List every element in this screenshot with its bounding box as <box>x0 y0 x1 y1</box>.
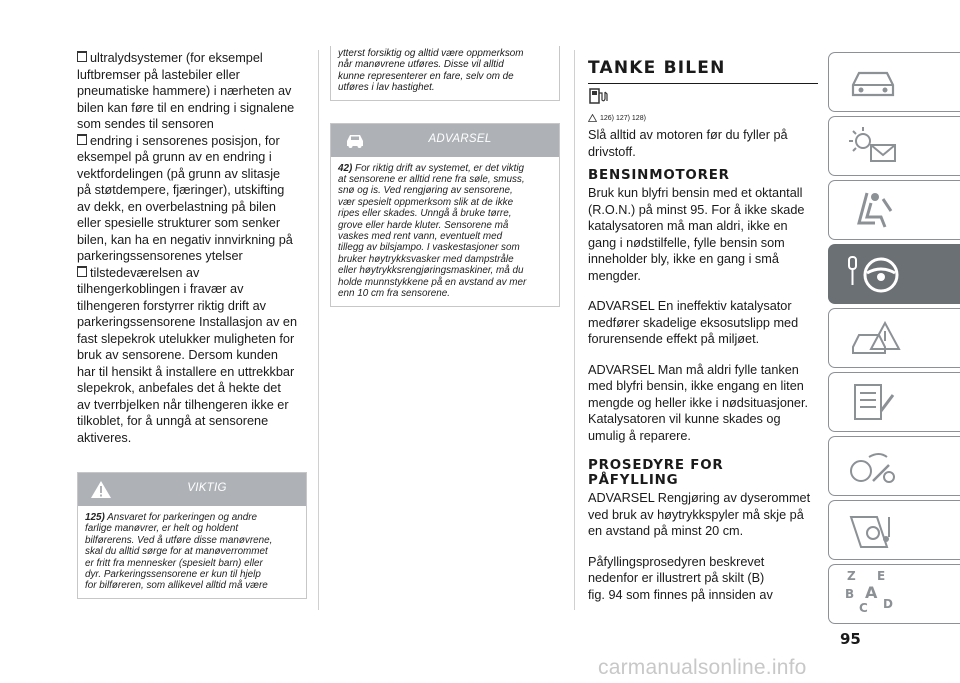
warning-refs: 126) 127) 128) <box>600 114 646 122</box>
advarsel-box <box>330 123 560 307</box>
text-line <box>77 166 307 183</box>
continuation-line: kunne representerer en fare, selv om de <box>338 70 514 82</box>
paragraph-line: forurensende effekt på miljøet. <box>588 332 760 346</box>
index-letter: C <box>859 601 868 615</box>
advarsel-body <box>331 157 559 306</box>
paragraph-line: (R.O.N.) på minst 95. For å ikke skade <box>588 202 805 217</box>
chapter-tab[interactable] <box>828 308 960 368</box>
text-line <box>77 67 307 84</box>
text-line <box>77 397 307 414</box>
line-text: tilhengeren forstyrrer riktig drift av <box>77 298 266 313</box>
line-text: tilstedeværelsen av <box>90 265 200 280</box>
line-text: har til hensikt å installere en uttrekkbar <box>77 364 295 379</box>
continuation-line: utføres i lav hastighet. <box>338 82 435 94</box>
viktig-continuation <box>330 46 560 101</box>
viktig-line-text: bilførerens. Ved å utføre disse manøvrene, <box>85 534 273 546</box>
paragraph-line: katalysatoren må man aldri, ikke en <box>588 219 788 233</box>
paragraph <box>588 362 818 445</box>
body-text <box>77 50 307 446</box>
advarsel-line <box>338 277 552 288</box>
checkbox-bullet-icon <box>77 51 87 62</box>
advarsel-line <box>338 185 552 196</box>
paragraph-line: nedenfor er illustrert på skilt (B) <box>588 571 765 585</box>
advarsel-line <box>338 288 552 299</box>
text-line <box>77 182 307 199</box>
line-text: aktiveres. <box>77 430 132 445</box>
section-heading: TANKE BILEN <box>588 58 726 78</box>
paragraph-line: mengde og heller ikke i nødsituasjoner. <box>588 395 809 410</box>
paragraph-line: fig. 94 som finnes på innsiden av <box>588 587 773 602</box>
advarsel-header <box>331 124 559 157</box>
paragraph-line: ADVARSEL Man må aldri fylle tanken <box>588 362 799 377</box>
index-letter: B <box>845 587 855 601</box>
chapter-tab[interactable] <box>828 244 960 304</box>
viktig-line <box>85 580 299 591</box>
checkbox-bullet-icon <box>77 266 87 277</box>
line-text: luftbremser på lastebiler eller <box>77 67 240 82</box>
advarsel-line-text: ripes eller skades. Unngå å bruke tørre, <box>338 208 512 220</box>
paragraph-line: medfører skadelige eksosutslipp med <box>588 315 799 330</box>
text-line <box>77 83 307 100</box>
viktig-line <box>85 569 299 580</box>
line-text: vektfordelingen (på grunn av slitasje <box>77 166 281 181</box>
line-text: fast slepekrok utelukker muligheten for <box>77 331 295 346</box>
column-divider <box>318 50 319 610</box>
fuel-pump-icon <box>588 91 610 108</box>
line-text: slepekrok, anbefales det å hekte det <box>77 381 281 395</box>
prosedyre-heading <box>588 458 818 488</box>
text-line <box>77 199 307 216</box>
text-line <box>77 232 307 249</box>
bullet-item <box>77 265 307 282</box>
advarsel-number: 42) <box>338 162 353 174</box>
line-text: parkeringssensorene Installasjon av en <box>77 315 298 329</box>
line-text: bruk av sensorene. Dersom kunden <box>77 348 278 362</box>
intro-text <box>588 127 818 160</box>
text-line <box>77 380 307 397</box>
chapter-tab[interactable] <box>828 180 960 240</box>
chapter-tab[interactable] <box>828 116 960 176</box>
advarsel-line <box>338 174 552 185</box>
line-text: bilen kan føre til en endring i signalene <box>77 100 295 115</box>
viktig-line <box>85 535 299 546</box>
heading-rule <box>588 83 818 84</box>
advarsel-line-text: vær spesielt oppmerksom slik at de ikke <box>338 196 514 208</box>
advarsel-line-text: For riktig drift av systemet, er det viktig <box>355 162 525 174</box>
advarsel-title: ADVARSEL <box>428 132 492 145</box>
watermark: carmanualsonline.info <box>598 656 807 679</box>
advarsel-line-text: bruker høytrykksvasker med dampstråle <box>338 253 514 265</box>
viktig-line-text: farlige manøvrer, er helt og holdent <box>85 523 239 535</box>
bullet-item <box>77 133 307 150</box>
paragraph-line: Katalysatoren vil kunne skades og <box>588 412 781 426</box>
advarsel-line <box>338 242 552 253</box>
prosedyre-heading-line-1: PROSEDYRE FOR <box>588 458 724 473</box>
viktig-line-text: Ansvaret for parkeringen og andre <box>107 512 258 523</box>
continuation-line: når manøvrene utføres. Disse vil alltid <box>338 59 504 71</box>
paragraph-line: ADVARSEL Rengjøring av dyserommet <box>588 491 811 505</box>
advarsel-line-text: holde munnstykkene på en avstand av mer <box>338 276 527 288</box>
advarsel-line-text: snø og is. Ved rengjøring av sensorene, <box>338 185 513 197</box>
advarsel-line <box>338 265 552 276</box>
line-text: av tverrbjelken når tilhengeren ikke er <box>77 397 289 412</box>
advarsel-line <box>338 163 552 174</box>
viktig-line <box>85 512 299 523</box>
line-text: pneumatiske hammere) i nærheten av <box>77 84 292 98</box>
advarsel-line-text: tillegg av bilsjampo. I vaskestasjoner som <box>338 242 520 254</box>
viktig-line <box>85 523 299 534</box>
text-line <box>77 347 307 364</box>
line-text: endring i sensorenes posisjon, for <box>90 133 280 148</box>
paragraph-line: Bruk kun blyfri bensin med et oktantall <box>588 186 803 200</box>
text-line <box>77 149 307 166</box>
viktig-line <box>85 558 299 569</box>
prosedyre-text <box>588 490 818 603</box>
viktig-box <box>77 472 307 599</box>
fuel-references <box>588 88 818 127</box>
paragraph <box>588 185 818 284</box>
advarsel-line-text: vaskes med rent vann, eventuelt med <box>338 231 503 243</box>
text-line <box>77 281 307 298</box>
paragraph <box>588 490 818 540</box>
intro-line: drivstoff. <box>588 144 636 159</box>
index-letter: Z <box>847 569 856 583</box>
line-text: som sendes til sensoren <box>77 117 214 131</box>
column-divider-2 <box>574 50 575 610</box>
viktig-line-text: er fritt fra mennesker (spesielt barn) eller <box>85 557 263 569</box>
bullet-item <box>77 50 307 67</box>
paragraph-line: ADVARSEL En ineffektiv katalysator <box>588 299 792 313</box>
bensin-heading: BENSINMOTORER <box>588 168 730 183</box>
text-line <box>77 215 307 232</box>
checkbox-bullet-icon <box>77 134 87 145</box>
index-letter: A <box>865 583 878 602</box>
viktig-title: VIKTIG <box>187 482 227 494</box>
chapter-tabs <box>828 52 960 628</box>
text-line <box>77 314 307 331</box>
chapter-tab[interactable] <box>828 564 960 624</box>
advarsel-line-text: grove eller harde kluter. Sensorene må <box>338 219 509 231</box>
viktig-header <box>78 473 306 506</box>
text-line <box>77 364 307 381</box>
page-number: 95 <box>840 630 861 648</box>
paragraph <box>588 554 818 604</box>
paragraph-line: en avstand på minst 20 cm. <box>588 524 744 538</box>
index-letter: D <box>883 597 893 611</box>
advarsel-line <box>338 208 552 219</box>
line-text: eksempel på grunn av en endring i <box>77 150 272 164</box>
advarsel-line-text: eller høytrykksrengjøringsmaskiner, må du <box>338 265 524 277</box>
text-line <box>77 413 307 430</box>
paragraph-line: umulig å reparere. <box>588 428 691 443</box>
line-text: av dekk, en overbelastning på bilen <box>77 199 276 214</box>
chapter-tab[interactable] <box>828 436 960 496</box>
advarsel-line-text: at sensorene er alltid rene fra søle, smuss, <box>338 174 525 186</box>
paragraph-line: Påfyllingsprosedyren beskrevet <box>588 554 765 569</box>
viktig-line-text: skal du alltid sørge for at manøverrommet <box>85 546 268 558</box>
paragraph-line: gang i nødstilfelle, fylle bensin som <box>588 235 785 250</box>
prosedyre-heading-line-2: PÅFYLLING <box>588 473 679 488</box>
advarsel-line <box>338 254 552 265</box>
text-line <box>77 331 307 348</box>
paragraph-line: inneholder bly, ikke en gang i små <box>588 252 779 266</box>
viktig-line <box>85 546 299 557</box>
column-3 <box>588 50 818 617</box>
text-line <box>77 430 307 447</box>
advarsel-line <box>338 197 552 208</box>
chapter-tab[interactable] <box>828 500 960 560</box>
advarsel-line <box>338 220 552 231</box>
chapter-tab[interactable] <box>828 372 960 432</box>
chapter-tab[interactable] <box>828 52 960 112</box>
column-1 <box>77 50 307 599</box>
line-text: på støtdempere, fjæringer), utskifting <box>77 183 285 197</box>
line-text: bilen, kan ha en negativ innvirkning på <box>77 232 293 247</box>
text-line <box>77 248 307 265</box>
paragraph-line: ved bruk av høytrykkspyler må skje på <box>588 507 804 522</box>
paragraph <box>588 298 818 348</box>
viktig-line-text: dyr. Parkeringssensorene er kun til hjelp <box>85 569 261 581</box>
viktig-body <box>78 506 306 598</box>
advarsel-line-text: enn 10 cm fra sensorene. <box>338 288 450 300</box>
bensin-text <box>588 185 818 444</box>
line-text: ultralydsystemer (for eksempel <box>90 51 263 65</box>
intro-line: Slå alltid av motoren før du fyller på <box>588 128 788 142</box>
paragraph-line: med blyfri bensin, ikke engang en liten <box>588 379 804 393</box>
paragraph-line: mengder. <box>588 268 641 283</box>
viktig-line-text: for bilføreren, som allikevel alltid må være <box>85 580 268 592</box>
text-line <box>77 100 307 117</box>
text-line <box>77 116 307 133</box>
line-text: tilhengerkoblingen i fravær av <box>77 282 244 296</box>
line-text: tilkoblet, for å unngå at sensorene <box>77 414 269 428</box>
index-letter: E <box>877 569 886 583</box>
small-warning-icon <box>588 109 597 127</box>
line-text: eller spesielle strukturer som senker <box>77 216 281 230</box>
line-text: parkeringssensorenes ytelser <box>77 249 243 263</box>
column-2 <box>330 50 560 307</box>
text-line <box>77 298 307 315</box>
advarsel-line <box>338 231 552 242</box>
viktig-number: 125) <box>85 512 105 523</box>
continuation-line: ytterst forsiktig og alltid være oppmerksom <box>338 48 524 59</box>
